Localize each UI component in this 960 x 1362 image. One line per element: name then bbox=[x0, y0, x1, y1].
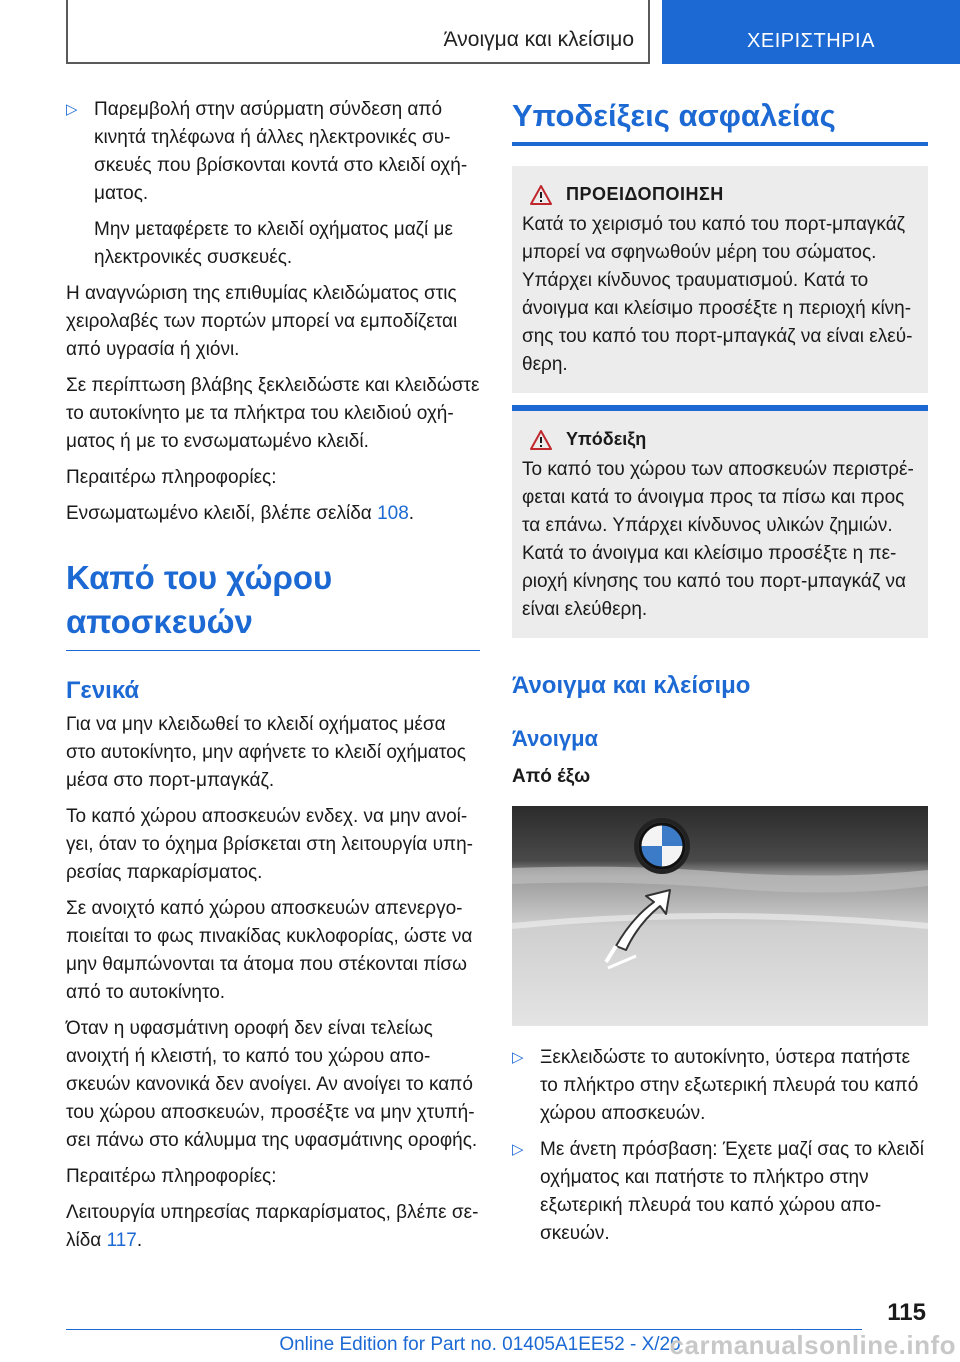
list-item: ▷ Με άνετη πρόσβαση: Έχετε μαζί σας το κλειδί οχήματος και πατήστε το πλήκτρο στην εξωτερική πλευρά του καπό χώρου αποσκευών. bbox=[512, 1136, 928, 1248]
page-number: 115 bbox=[887, 1299, 926, 1326]
header-section-title: Άνοιγμα και κλείσιμο bbox=[443, 28, 634, 51]
list-item-continuation: Μην μεταφέρετε το κλειδί οχήματος μαζί με ηλεκτρονικές συσκευές. bbox=[94, 219, 453, 268]
warning-box bbox=[512, 166, 928, 393]
reference-end: . bbox=[408, 503, 415, 524]
notice-triangle-icon bbox=[530, 430, 552, 450]
paragraph: Περαιτέρω πληροφορίες: bbox=[66, 467, 277, 488]
warning-text: Κατά το χειρισμό του καπό του πορτ-μπαγκάζ μπορεί να σφηνωθούν μέρη του σώματος. Υπάρχει κίνδυνος τραυματισμού. Κατά το άνοιγμα και κλείσιμο προσέξτε η περιοχή κίνησης του καπό του πορτ-μπαγκάζ να είναι ελεύθερη. bbox=[522, 214, 913, 375]
header-chapter-title: ΧΕΙΡΙΣΤΗΡΙΑ bbox=[747, 30, 875, 52]
paragraph: Για να μην κλειδωθεί το κλειδί οχήματος μέσα στο αυτοκίνητο, μην αφήνετε το κλειδί οχήματος μέσα στο πορτ-μπαγκάζ. bbox=[66, 714, 466, 791]
list-item: ▷ Παρεμβολή στην ασύρματη σύνδεση από κινητά τηλέφωνα ή άλλες ηλεκτρονικές συσκευές που βρίσκονται κοντά στο κλειδί οχήματος. bbox=[66, 96, 480, 208]
from-outside-heading: Από έξω bbox=[512, 766, 591, 787]
warning-title-row bbox=[522, 184, 918, 205]
header-chapter-tab[interactable] bbox=[662, 0, 960, 64]
right-column bbox=[512, 96, 928, 1256]
open-close-heading: Άνοιγμα και κλείσιμο bbox=[512, 672, 751, 699]
notice-title-row bbox=[522, 429, 918, 450]
notice-title: Υπόδειξη bbox=[566, 429, 647, 449]
footer-edition: Online Edition for Part no. 01405A1EE52 - X/20 bbox=[279, 1334, 681, 1355]
trunk-button-photo bbox=[512, 806, 928, 1026]
watermark-logo: carmanualsonline.info bbox=[669, 1330, 956, 1360]
header-section-box bbox=[66, 0, 650, 64]
left-column bbox=[66, 96, 480, 1263]
opening-heading: Άνοιγμα bbox=[512, 726, 599, 751]
warning-triangle-icon bbox=[530, 185, 552, 205]
paragraph: Η αναγνώριση της επιθυμίας κλειδώματος στις χειρολαβές των πορτών μπορεί να εμποδίζεται από υγρασία ή χιόνι. bbox=[66, 283, 458, 360]
paragraph bbox=[66, 500, 480, 528]
safety-heading: Υποδείξεις ασφαλείας bbox=[512, 96, 928, 146]
paragraph: Το καπό χώρου αποσκευών ενδεχ. να μην ανοίγει, όταν το όχημα βρίσκεται στη λειτουργία υπηρεσίας παρκαρίσματος. bbox=[66, 806, 473, 883]
paragraph bbox=[66, 1199, 480, 1255]
paragraph: Περαιτέρω πληροφορίες: bbox=[66, 1166, 277, 1187]
paragraph: Σε ανοιχτό καπό χώρου αποσκευών απενεργοποιείται το φως πινακίδας κυκλοφορίας, ώστε να μην θαμπώνονται τα άτομα που στέκονται πίσω από το αυτοκίνητο. bbox=[66, 898, 473, 1003]
reference-end: . bbox=[136, 1230, 143, 1251]
page-link-117[interactable]: 117 bbox=[106, 1230, 137, 1251]
section-heading-block bbox=[66, 556, 480, 651]
list-item: ▷ Ξεκλειδώστε το αυτοκίνητο, ύστερα πατήστε το πλήκτρο στην εξωτερική πλευρά του καπό χώρου αποσκευών. bbox=[512, 1044, 928, 1128]
reference-text: Λειτουργία υπηρεσίας παρκαρίσματος, βλέπε σελίδα bbox=[66, 1202, 479, 1251]
notice-text: Το καπό του χώρου των αποσκευών περιστρέφεται κατά το άνοιγμα προς τα πίσω και προς τα επάνω. Υπάρχει κίνδυνος υλικών ζημιών. Κατά το άνοιγμα και κλείσιμο προσέξτε η περιοχή κίνησης του καπό του πορτ-μπαγκάζ να είναι ελεύθερη. bbox=[522, 459, 914, 620]
section-heading-line2: αποσκευών bbox=[66, 603, 253, 640]
warning-title: ΠΡΟΕΙΔΟΠΟΙΗΣΗ bbox=[566, 184, 724, 204]
section-heading-line1: Καπό του χώρου bbox=[66, 559, 333, 596]
reference-text: Ενσωματωμένο κλειδί, βλέπε σελίδα bbox=[66, 503, 378, 524]
trunk-button-illustration bbox=[512, 806, 928, 1026]
page-link-108[interactable]: 108 bbox=[377, 503, 409, 524]
subsection-heading: Γενικά bbox=[66, 677, 140, 704]
paragraph: Όταν η υφασμάτινη οροφή δεν είναι τελείως ανοιχτή ή κλειστή, το καπό του χώρου αποσκευών κανονικά δεν ανοίγει. Αν ανοίγει το καπό του χώρου αποσκευών, προσέξτε να μην χτυπήσει πάνω στο κάλυμμα της υφασμάτινης οροφής. bbox=[66, 1018, 478, 1151]
paragraph: Σε περίπτωση βλάβης ξεκλειδώστε και κλειδώστε το αυτοκίνητο με τα πλήκτρα του κλειδιού οχήματος ή με το ενσωματωμένο κλειδί. bbox=[66, 375, 480, 452]
notice-box bbox=[512, 411, 928, 638]
